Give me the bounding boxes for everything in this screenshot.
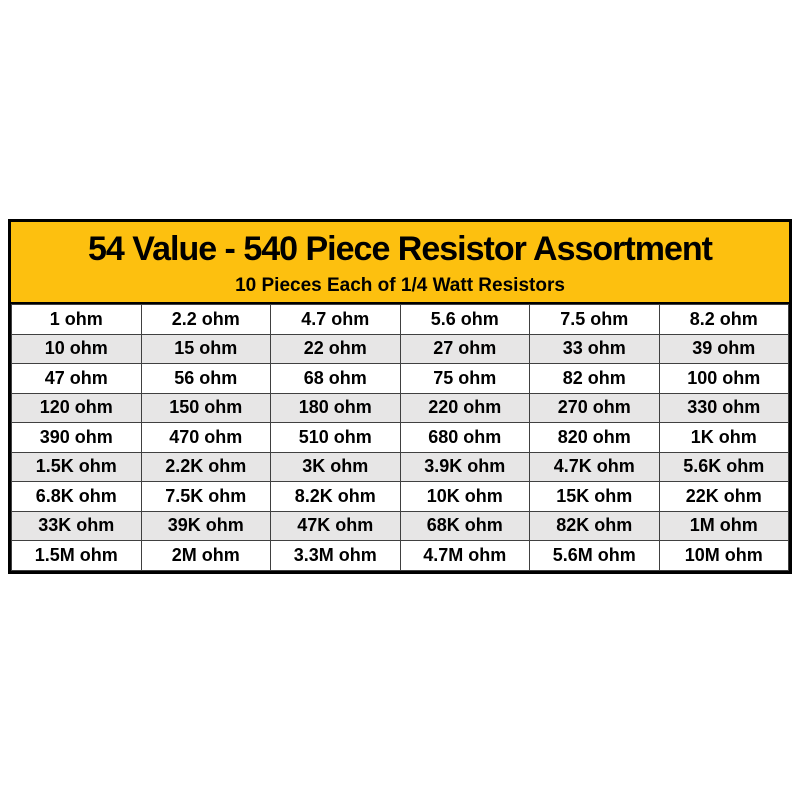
resistor-value-cell: 4.7 ohm — [271, 305, 401, 335]
table-row — [12, 393, 789, 423]
resistor-value-cell: 1K ohm — [659, 423, 789, 453]
table-row — [12, 305, 789, 335]
resistor-value-cell: 56 ohm — [141, 364, 271, 394]
resistor-value-cell: 15K ohm — [530, 482, 660, 512]
resistor-value-cell: 10 ohm — [12, 334, 142, 364]
resistor-value-cell: 5.6K ohm — [659, 452, 789, 482]
resistor-value-cell: 1M ohm — [659, 511, 789, 541]
resistor-value-cell: 270 ohm — [530, 393, 660, 423]
resistor-assortment-table — [8, 219, 792, 574]
resistor-value-cell: 68K ohm — [400, 511, 530, 541]
table-subtitle: 10 Pieces Each of 1/4 Watt Resistors — [235, 275, 565, 296]
resistor-value-cell: 6.8K ohm — [12, 482, 142, 512]
resistor-value-cell: 5.6M ohm — [530, 541, 660, 571]
resistor-value-cell: 8.2K ohm — [271, 482, 401, 512]
resistor-value-cell: 390 ohm — [12, 423, 142, 453]
table-header — [11, 222, 789, 304]
resistor-value-cell: 3K ohm — [271, 452, 401, 482]
resistor-value-cell: 470 ohm — [141, 423, 271, 453]
resistor-values-grid — [11, 304, 789, 571]
resistor-value-cell: 7.5K ohm — [141, 482, 271, 512]
resistor-value-cell: 8.2 ohm — [659, 305, 789, 335]
resistor-value-cell: 15 ohm — [141, 334, 271, 364]
resistor-value-cell: 4.7K ohm — [530, 452, 660, 482]
resistor-value-cell: 4.7M ohm — [400, 541, 530, 571]
resistor-value-cell: 47 ohm — [12, 364, 142, 394]
resistor-value-cell: 68 ohm — [271, 364, 401, 394]
resistor-value-cell: 27 ohm — [400, 334, 530, 364]
resistor-value-cell: 680 ohm — [400, 423, 530, 453]
resistor-value-cell: 820 ohm — [530, 423, 660, 453]
table-row — [12, 334, 789, 364]
resistor-value-cell: 1 ohm — [12, 305, 142, 335]
resistor-value-cell: 150 ohm — [141, 393, 271, 423]
resistor-value-cell: 100 ohm — [659, 364, 789, 394]
resistor-value-cell: 10M ohm — [659, 541, 789, 571]
resistor-value-cell: 2.2K ohm — [141, 452, 271, 482]
resistor-value-cell: 220 ohm — [400, 393, 530, 423]
table-row — [12, 452, 789, 482]
table-row — [12, 423, 789, 453]
resistor-value-cell: 33K ohm — [12, 511, 142, 541]
table-row — [12, 482, 789, 512]
resistor-value-cell: 2.2 ohm — [141, 305, 271, 335]
resistor-value-cell: 75 ohm — [400, 364, 530, 394]
resistor-value-cell: 39K ohm — [141, 511, 271, 541]
resistor-value-cell: 2M ohm — [141, 541, 271, 571]
resistor-value-cell: 22 ohm — [271, 334, 401, 364]
resistor-value-cell: 82K ohm — [530, 511, 660, 541]
resistor-value-cell: 22K ohm — [659, 482, 789, 512]
resistor-value-cell: 1.5K ohm — [12, 452, 142, 482]
table-row — [12, 541, 789, 571]
resistor-value-cell: 39 ohm — [659, 334, 789, 364]
resistor-value-cell: 330 ohm — [659, 393, 789, 423]
resistor-value-cell: 33 ohm — [530, 334, 660, 364]
resistor-value-cell: 47K ohm — [271, 511, 401, 541]
table-row — [12, 364, 789, 394]
resistor-value-cell: 7.5 ohm — [530, 305, 660, 335]
resistor-value-cell: 120 ohm — [12, 393, 142, 423]
resistor-value-cell: 1.5M ohm — [12, 541, 142, 571]
table-title: 54 Value - 540 Piece Resistor Assortment — [88, 230, 712, 268]
table-row — [12, 511, 789, 541]
resistor-value-cell: 82 ohm — [530, 364, 660, 394]
resistor-value-cell: 180 ohm — [271, 393, 401, 423]
resistor-value-cell: 3.3M ohm — [271, 541, 401, 571]
resistor-value-cell: 510 ohm — [271, 423, 401, 453]
resistor-value-cell: 10K ohm — [400, 482, 530, 512]
resistor-value-cell: 5.6 ohm — [400, 305, 530, 335]
resistor-value-cell: 3.9K ohm — [400, 452, 530, 482]
